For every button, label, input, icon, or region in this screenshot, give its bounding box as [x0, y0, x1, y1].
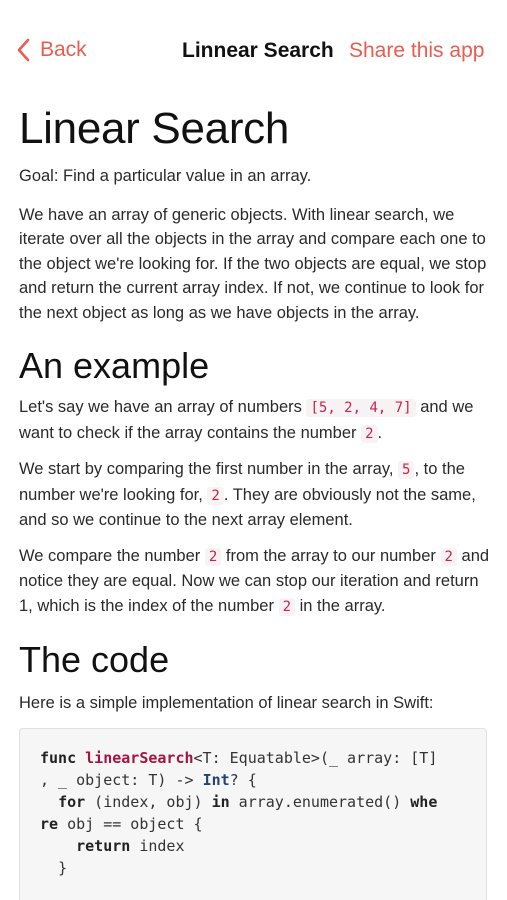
inline-code: 2 [441, 548, 457, 566]
inline-code: 2 [205, 548, 221, 566]
inline-code: 2 [279, 598, 295, 616]
inline-code: 5 [398, 461, 414, 479]
intro-paragraph: We have an array of generic objects. With linear search, we iterate over all the objects in the array and compare each one to the object we're looking for. If the two objects are equal, we stop and return the current array index. If not, we continue to look for the next object as long as we have objects in the array. [19, 205, 487, 322]
navigation-bar [0, 0, 507, 100]
back-button[interactable] [16, 38, 87, 62]
code-block [19, 728, 487, 900]
article-content [19, 100, 491, 900]
share-app-button[interactable]: Share this app [349, 39, 485, 62]
code-heading: The code [19, 639, 170, 680]
inline-code: [5, 2, 4, 7] [306, 399, 415, 417]
example-paragraph-2: We start by comparing the first number in the array, 5 , to the number we're looking for, 2 . They are obviously not the same, and so we continue to the next array element. [19, 460, 476, 529]
goal-text: Goal: Find a particular value in an array. [19, 167, 312, 185]
inline-code: 2 [207, 487, 223, 505]
back-label: Back [40, 38, 87, 61]
example-paragraph-3: We compare the number 2 from the array to our number 2 and notice they are equal. Now we can stop our iteration and return 1, which is the index of the number 2 in the array. [19, 546, 490, 615]
chevron-left-icon [16, 38, 30, 62]
code-intro: Here is a simple implementation of linear search in Swift: [19, 694, 434, 712]
page-title: Linear Search [19, 104, 290, 153]
code-listing: func linearSearch<T: Equatable>(_ array: [T] , _ object: T) -> Int? { for (index, obj) in array.enumerated() whe re obj == object { return index } [40, 748, 438, 877]
example-paragraph-1: Let's say we have an array of numbers [5, 2, 4, 7] and we want to check if the array contains the number 2 . [19, 398, 474, 442]
example-heading: An example [19, 345, 210, 386]
nav-title: Linnear Search [182, 39, 334, 62]
inline-code: 2 [361, 425, 377, 443]
